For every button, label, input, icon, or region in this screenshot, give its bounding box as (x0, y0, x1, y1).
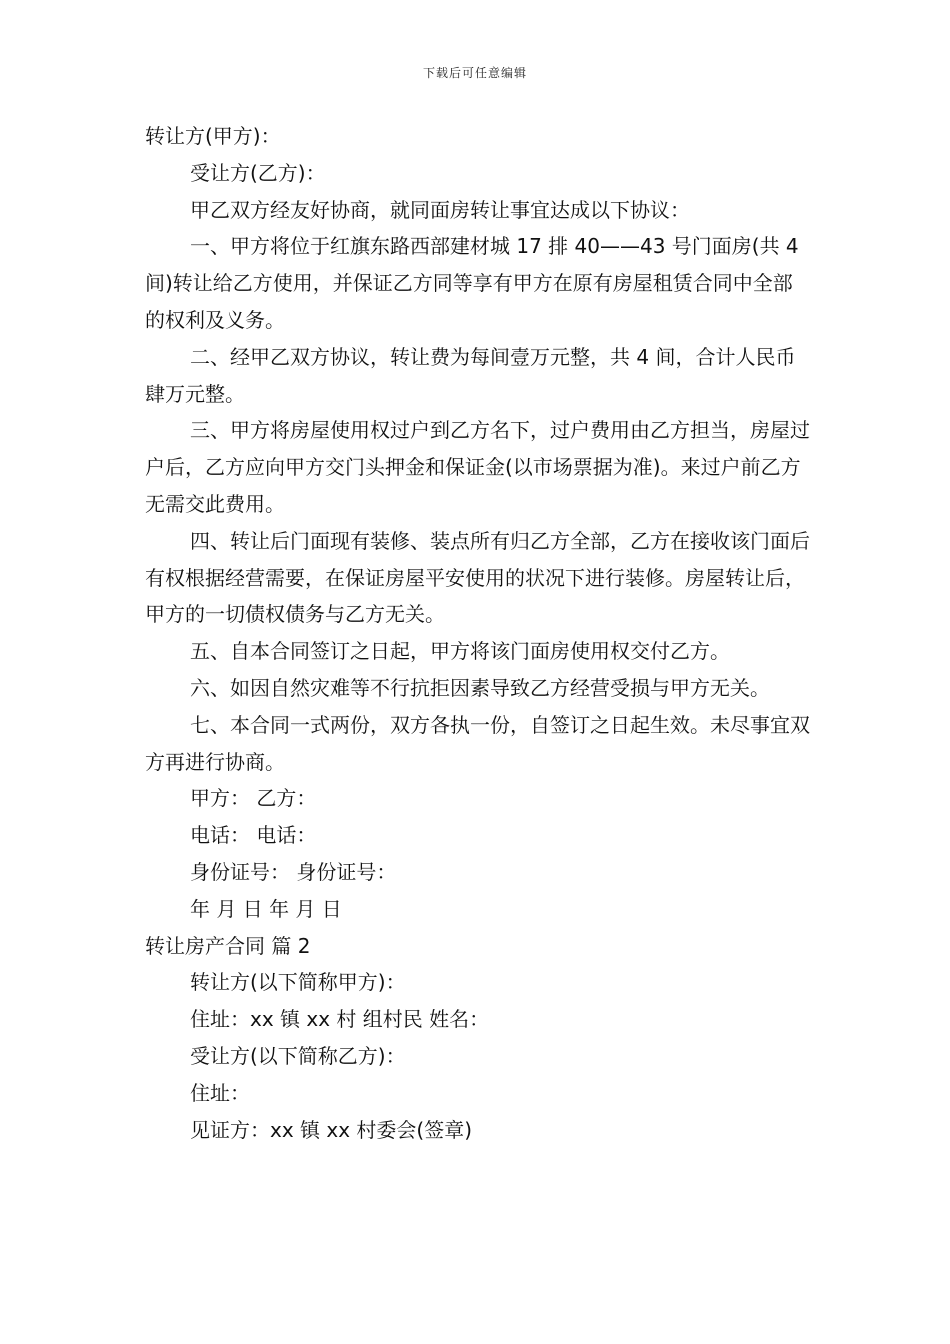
document-body (145, 118, 810, 1148)
date-line: 年 月 日 年 月 日 (190, 896, 342, 921)
paragraph: 二、经甲乙双方协议，转让费为每间壹万元整，共 4 间，合计人民币肆万元整。 (145, 344, 796, 406)
paragraph: 四、转让后门面现有装修、装点所有归乙方全部，乙方在接收该门面后有权根据经营需要，在保证房屋平安使用的状况下进行装修。房屋转让后，甲方的一切债权债务与乙方无关。 (145, 528, 810, 627)
header-note: 下载后可任意编辑 (422, 66, 527, 80)
paragraph: 住址： (190, 1080, 250, 1105)
paragraph: 六、如因自然灾难等不行抗拒因素导致乙方经营受损与甲方无关。 (190, 675, 770, 700)
paragraph: 甲乙双方经友好协商，就同面房转让事宜达成以下协议： (190, 197, 690, 222)
paragraph: 转让方(以下简称甲方)： (190, 970, 406, 995)
section-title: 转让房产合同 篇 2 (145, 933, 311, 958)
paragraph: 受让方(以下简称乙方)： (190, 1043, 406, 1068)
paragraph: 七、本合同一式两份，双方各执一份，自签订之日起生效。未尽事宜双方再进行协商。 (145, 712, 810, 774)
signature-line: 身份证号： 身份证号： (190, 859, 397, 884)
paragraph: 住址：xx 镇 xx 村 组村民 姓名： (190, 1007, 490, 1032)
paragraph: 见证方：xx 镇 xx 村委会(签章) (190, 1117, 473, 1142)
paragraph: 一、甲方将位于红旗东路西部建材城 17 排 40——43 号门面房(共 4 间)转让给乙方使用，并保证乙方同等享有甲方在原有房屋租赁合同中全部的权利及义务。 (145, 234, 806, 332)
paragraph: 转让方(甲方)： (145, 124, 281, 148)
paragraph: 三、甲方将房屋使用权过户到乙方名下，过户费用由乙方担当，房屋过户后，乙方应向甲方交门头押金和保证金(以市场票据为准)。来过户前乙方无需交此费用。 (145, 418, 810, 516)
paragraph: 五、自本合同签订之日起，甲方将该门面房使用权交付乙方。 (190, 639, 730, 664)
signature-line: 电话： 电话： (190, 823, 317, 848)
signature-line: 甲方： 乙方： (190, 786, 317, 811)
paragraph: 受让方(乙方)： (190, 160, 326, 185)
